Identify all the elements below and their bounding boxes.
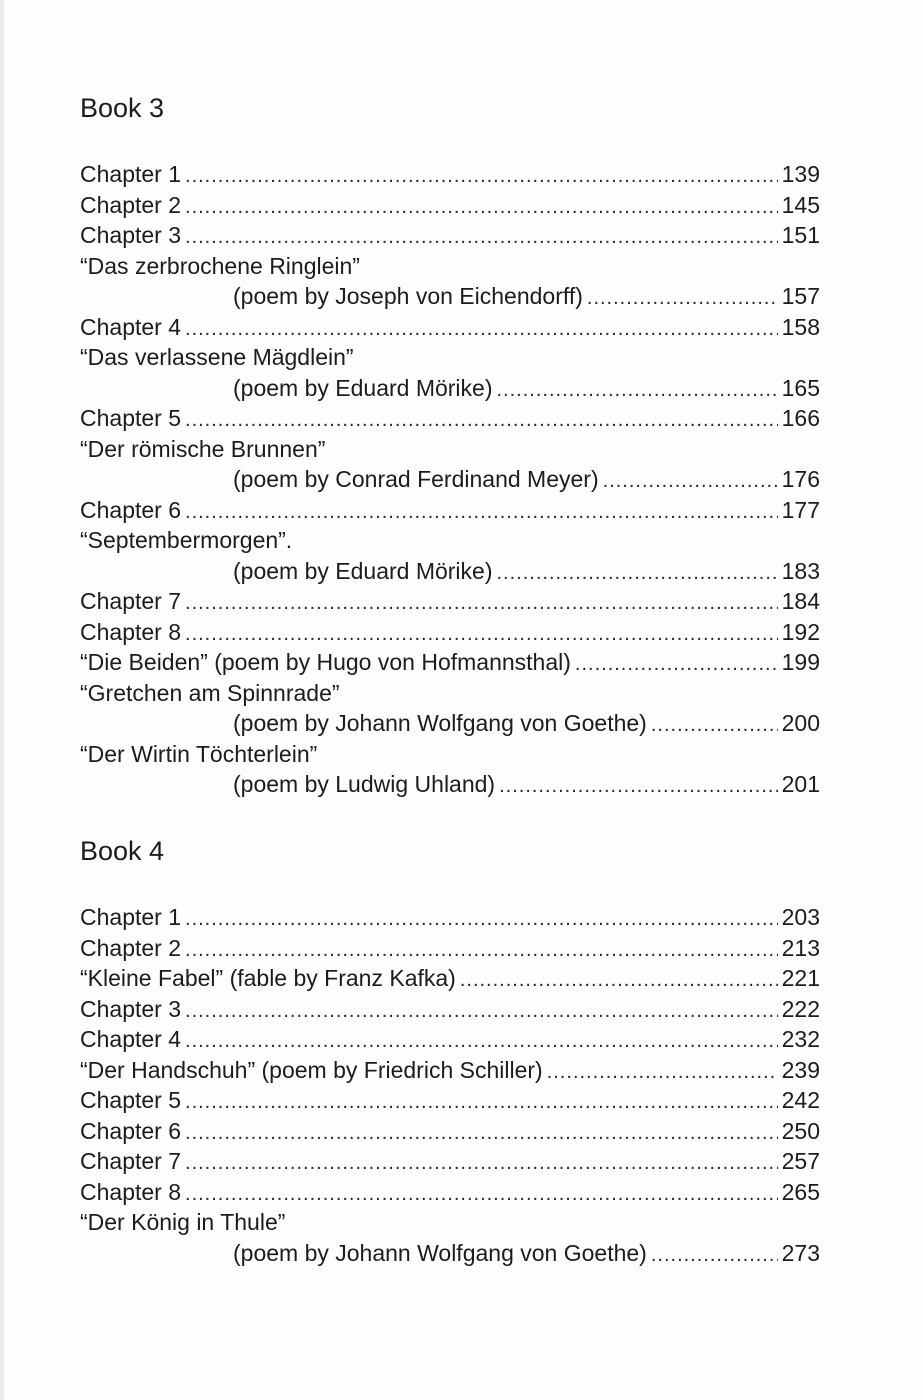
toc-page-number: 176 [781,466,820,492]
toc-entry-label: Chapter 4 [80,1026,182,1052]
toc-page-number: 192 [781,618,820,645]
toc-page-number: 213 [781,934,820,961]
toc-page-number: 232 [781,1026,820,1052]
dot-leader [185,222,778,251]
toc-page-number: 183 [781,557,820,584]
dot-leader [460,965,778,994]
toc-page-number: 165 [781,374,820,401]
book-title: Book 3 [80,93,165,123]
toc-work-title: “Das verlassene Mägdlein” [80,344,354,370]
dot-leader [185,314,778,343]
toc-entry-label: “Die Beiden” (poem by Hugo von Hofmannsthal) [80,649,571,675]
toc-work-title: “Der Wirtin Töchterlein” [80,740,318,767]
toc-work-title: “Das zerbrochene Ringlein” [80,252,360,279]
dot-leader [575,649,778,678]
toc-entry-label: (poem by Conrad Ferdinand Meyer) [233,466,599,492]
toc-entry-label: Chapter 2 [80,191,182,218]
toc-page-number: 157 [781,283,820,309]
toc-entry-label: (poem by Joseph von Eichendorff) [233,283,583,309]
dot-leader [185,619,778,648]
toc-entry-label: (poem by Eduard Mörike) [233,374,493,401]
toc-list [80,902,820,1268]
toc-page-number: 184 [781,588,820,614]
toc-page-number: 273 [781,1239,820,1266]
toc-entry-label: “Der Handschuh” (poem by Friedrich Schiller) [80,1056,543,1083]
dot-leader [587,283,778,312]
toc-entry [80,994,820,1025]
toc-entry-label: Chapter 6 [80,1117,182,1144]
toc-entry-label: (poem by Eduard Mörike) [233,557,493,584]
dot-leader [185,904,778,933]
toc-entry-label: Chapter 8 [80,1178,182,1205]
toc-entry [80,464,820,495]
toc-entry [80,190,820,221]
dot-leader [603,466,778,495]
toc-entry-label: Chapter 5 [80,1087,182,1113]
toc-entry-label: Chapter 7 [80,1148,182,1174]
toc-work-title: “Gretchen am Spinnrade” [80,679,340,706]
toc-page-number: 139 [781,161,820,187]
toc-entry [80,1146,820,1177]
toc-page-number: 250 [781,1117,820,1144]
toc-entry-label: (poem by Johann Wolfgang von Goethe) [233,1239,647,1266]
dot-leader [185,588,778,617]
toc-page-number: 221 [781,965,820,991]
toc-page-number: 158 [781,313,820,340]
toc-page-number: 239 [781,1056,820,1083]
toc-entry-label: Chapter 5 [80,405,182,431]
dot-leader [185,497,778,526]
toc-entry [80,281,820,312]
toc-entry [80,495,820,526]
dot-leader [185,161,778,190]
toc-entry [80,556,820,587]
dot-leader [185,1087,778,1116]
toc-work-title: “Der römische Brunnen” [80,435,326,462]
dot-leader [185,1026,778,1055]
toc-entry-label: (poem by Ludwig Uhland) [233,771,496,797]
toc-page-number: 222 [781,995,820,1022]
dot-leader [185,1118,778,1147]
toc-entry [80,769,820,800]
dot-leader [499,771,778,800]
toc-entry [80,586,820,617]
toc-work-title: “Septembermorgen”. [80,527,293,553]
toc-entry [80,373,820,404]
toc-page-number: 177 [781,496,820,523]
toc-entry-label: “Kleine Fabel” (fable by Franz Kafka) [80,965,456,991]
toc-entry [80,963,820,994]
toc-page-number: 199 [781,649,820,675]
toc-entry [80,708,820,739]
dot-leader [651,710,778,739]
toc-entry [80,312,820,343]
toc-entry [80,617,820,648]
toc-entry [80,403,820,434]
dot-leader [547,1057,778,1086]
toc-entry [80,647,820,678]
book-3-section [80,92,820,800]
toc-entry [80,933,820,964]
dot-leader [185,935,778,964]
toc-entry-label: Chapter 1 [80,161,182,187]
dot-leader [497,375,778,404]
toc-entry-label: Chapter 8 [80,618,182,645]
page-edge [0,0,4,1400]
toc-page-number: 203 [781,904,820,930]
toc-entry [80,159,820,190]
dot-leader [497,558,778,587]
toc-entry-label: Chapter 1 [80,904,182,930]
dot-leader [185,405,778,434]
dot-leader [185,1148,778,1177]
toc-entry [80,1177,820,1208]
toc-page-number: 242 [781,1087,820,1113]
toc-list [80,159,820,800]
toc-page-number: 201 [781,771,820,797]
toc-entry-label: Chapter 3 [80,995,182,1022]
toc-entry [80,1116,820,1147]
toc-page-number: 166 [781,405,820,431]
toc-entry-label: Chapter 4 [80,313,182,340]
toc-entry [80,1085,820,1116]
toc-page-number: 200 [781,710,820,736]
toc-entry [80,220,820,251]
dot-leader [185,1179,778,1208]
toc-entry [80,902,820,933]
toc-entry [80,1055,820,1086]
toc-entry [80,1238,820,1269]
toc-entry-label: (poem by Johann Wolfgang von Goethe) [233,710,647,736]
toc-entry-label: Chapter 6 [80,496,182,523]
toc-page-number: 145 [781,191,820,218]
dot-leader [185,192,778,221]
toc-entry-label: Chapter 7 [80,588,182,614]
toc-entry [80,1024,820,1055]
book-4-section [80,835,820,1268]
toc-entry-label: Chapter 2 [80,934,182,961]
toc-entry-label: Chapter 3 [80,222,182,248]
toc-page-number: 257 [781,1148,820,1174]
toc-page-number: 151 [781,222,820,248]
toc-page-number: 265 [781,1178,820,1205]
toc-work-title: “Der König in Thule” [80,1209,286,1235]
book-title: Book 4 [80,836,165,866]
dot-leader [185,996,778,1025]
dot-leader [651,1240,778,1269]
